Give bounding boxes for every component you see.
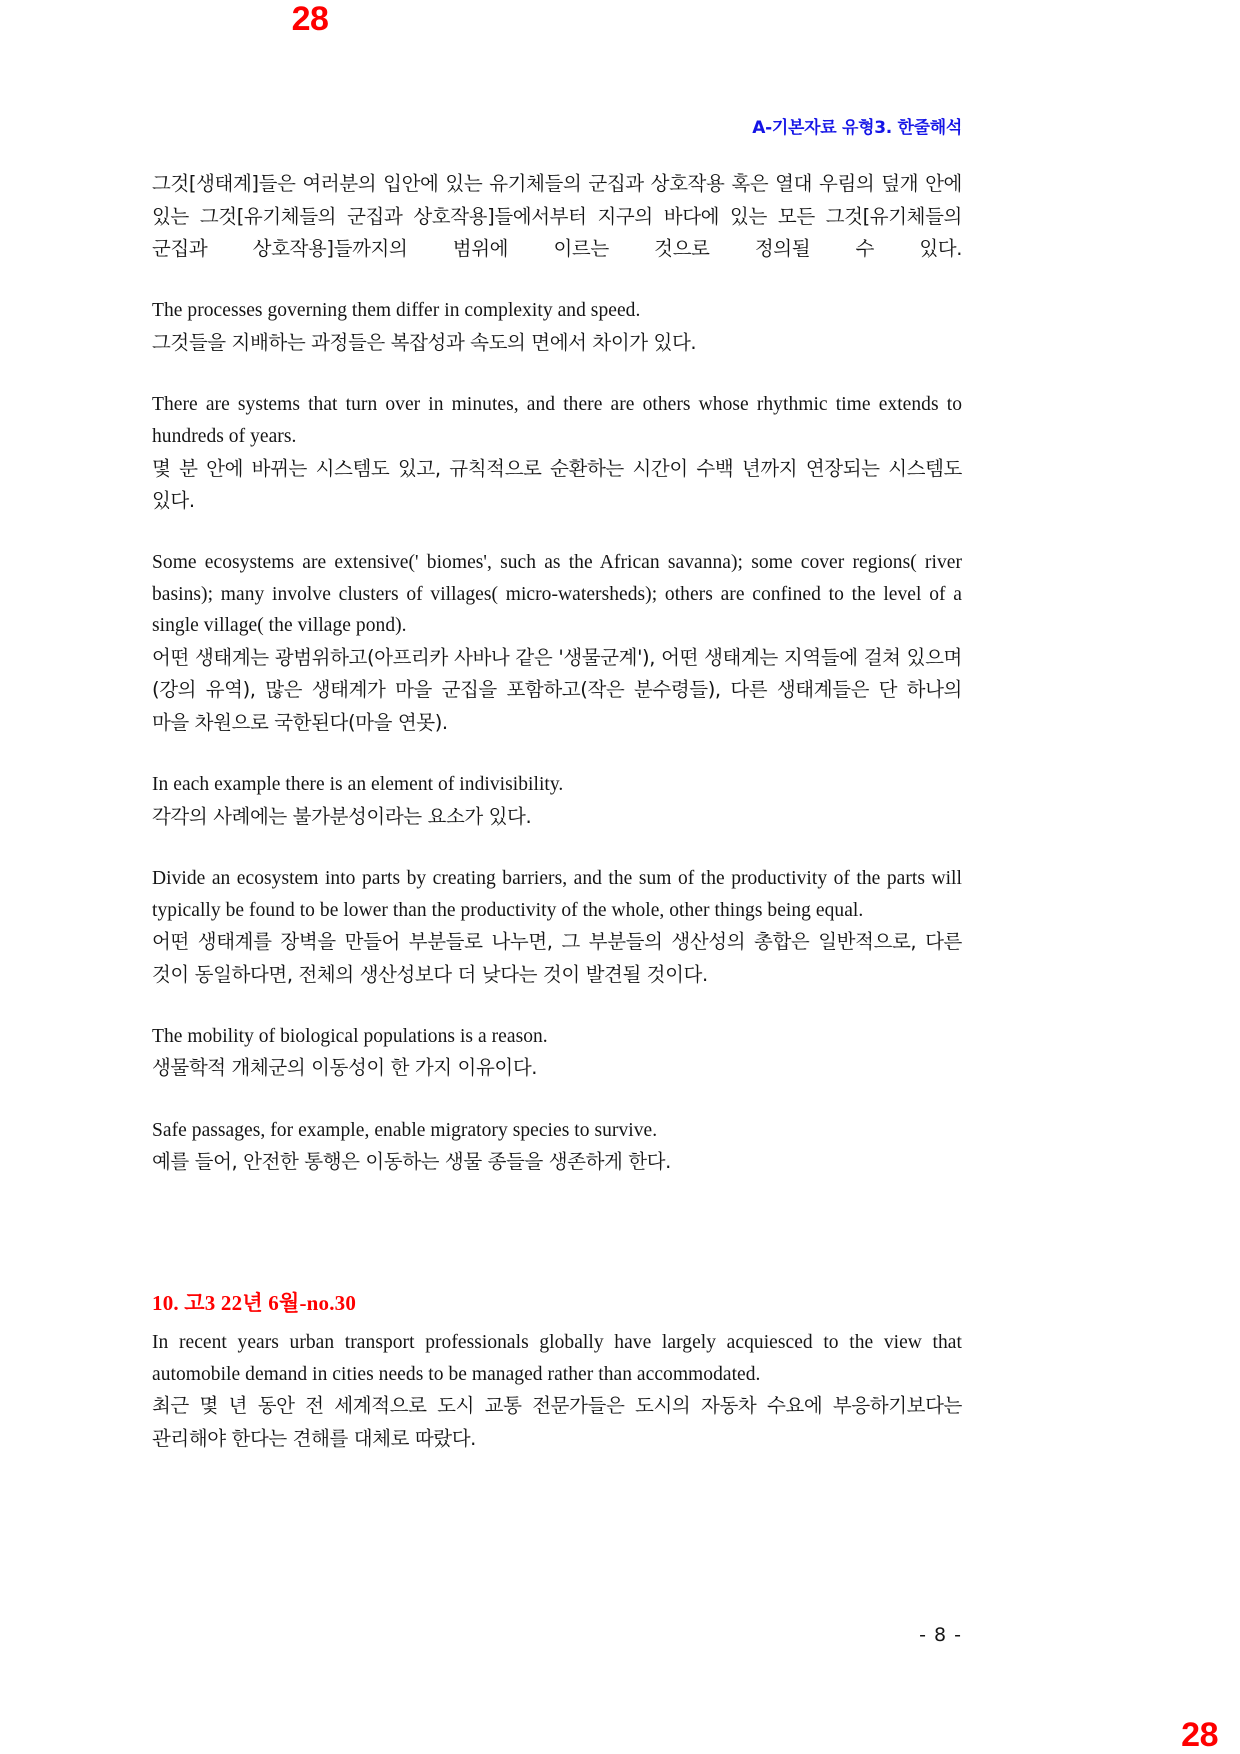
sentence-block (152, 389, 962, 517)
korean-translation: 그것들을 지배하는 과정들은 복잡성과 속도의 면에서 차이가 있다. (152, 331, 697, 355)
english-sentence: There are systems that turn over in minutes, and there are others whose rhythmic time extends to hundreds of years. (152, 394, 962, 447)
english-sentence: In recent years urban transport professionals globally have largely acquiesced to the view that automobile demand in cities needs to be managed rather than accommodated. (152, 1332, 962, 1385)
english-sentence: Safe passages, for example, enable migratory species to survive. (152, 1119, 658, 1141)
page-footer: - 8 - (919, 1624, 962, 1646)
document-content (152, 118, 962, 1455)
english-sentence: Divide an ecosystem into parts by creating barriers, and the sum of the productivity of the parts will typically be found to be lower than the productivity of the whole, other things being equal. (152, 868, 962, 921)
sentence-block (152, 863, 962, 991)
sentence-block (152, 769, 962, 833)
section-heading: 10. 고3 22년 6월-no.30 (152, 1290, 357, 1315)
document-header-label: A-기본자료 유형3. 한줄해석 (752, 118, 962, 138)
sentence-block (152, 168, 962, 265)
korean-translation: 몇 분 안에 바뀌는 시스템도 있고, 규칙적으로 순환하는 시간이 수백 년까지 연장되는 시스템도 있다. (152, 456, 962, 512)
english-sentence: In each example there is an element of indivisibility. (152, 774, 564, 796)
korean-translation: 예를 들어, 안전한 통행은 이동하는 생물 종들을 생존하게 한다. (152, 1150, 671, 1174)
english-sentence: The mobility of biological populations is a reason. (152, 1025, 548, 1047)
korean-translation: 그것[생태계]들은 여러분의 입안에 있는 유기체들의 군집과 상호작용 혹은 열대 우림의 덮개 안에 있는 그것[유기체들의 군집과 상호작용]들에서부터 지구의 바다에 있는 모든 그것[유기체들의 군집과 상호작용]들까지의 범위에 이르는 것으로 정의될 수 있다. (152, 172, 962, 261)
page-mark-bottom: 28 (1181, 1716, 1218, 1754)
korean-translation: 각각의 사례에는 불가분성이라는 요소가 있다. (152, 804, 532, 828)
korean-translation: 어떤 생태계는 광범위하고(아프리카 사바나 같은 '생물군계'), 어떤 생태계는 지역들에 걸쳐 있으며(강의 유역), 많은 생태계가 마을 군집을 포함하고(작은 분수령들), 다른 생태계들은 단 하나의 마을 차원으로 국한된다(마을 연못). (152, 646, 962, 734)
english-sentence: Some ecosystems are extensive(' biomes', such as the African savanna); some cover regions( river basins); many involve clusters of villages( micro-watersheds); others are confined to the level of a single village( the village pond). (152, 552, 962, 637)
sentence-block (152, 295, 962, 359)
sentence-block (152, 1327, 962, 1455)
page-mark-top: 28 (291, 0, 329, 38)
sentence-block (152, 547, 962, 739)
korean-translation: 어떤 생태계를 장벽을 만들어 부분들로 나누면, 그 부분들의 생산성의 총합은 일반적으로, 다른 것이 동일하다면, 전체의 생산성보다 더 낮다는 것이 발견될 것이다. (152, 930, 962, 986)
korean-translation: 최근 몇 년 동안 전 세계적으로 도시 교통 전문가들은 도시의 자동차 수요에 부응하기보다는 관리해야 한다는 견해를 대체로 따랐다. (152, 1394, 962, 1450)
english-sentence: The processes governing them differ in complexity and speed. (152, 300, 641, 322)
sentence-block (152, 1115, 962, 1179)
sentence-block (152, 1021, 962, 1085)
korean-translation: 생물학적 개체군의 이동성이 한 가지 이유이다. (152, 1056, 538, 1080)
section-spacer (152, 1209, 962, 1289)
